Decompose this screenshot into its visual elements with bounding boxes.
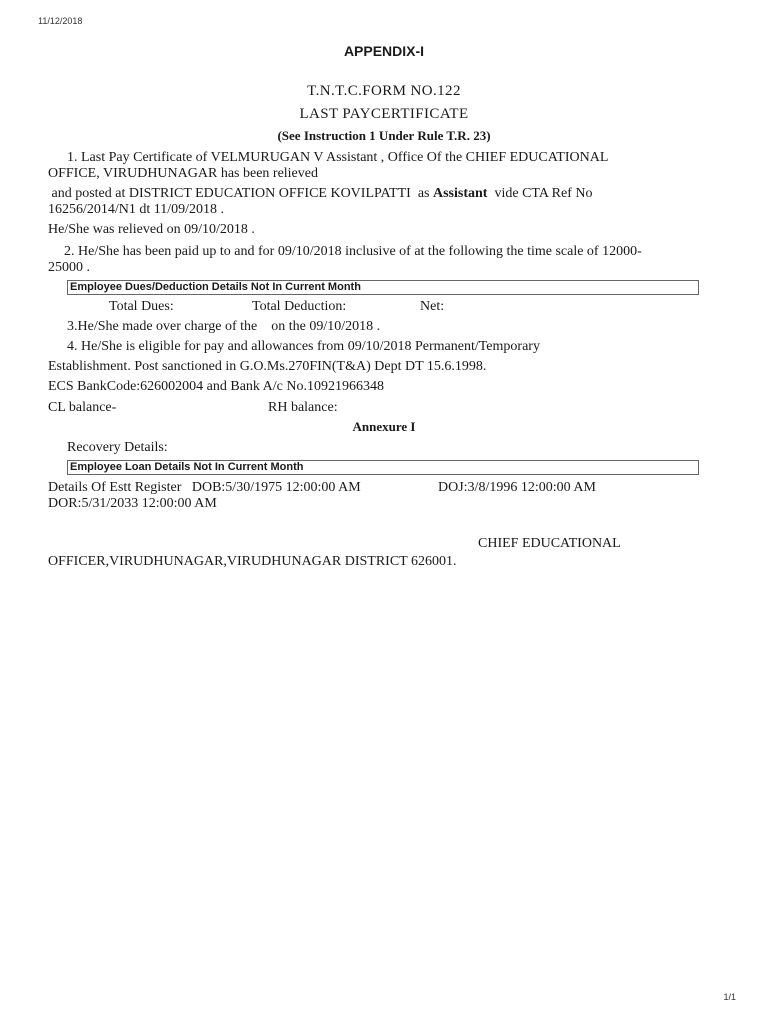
signatory-line2: OFFICER,VIRUDHUNAGAR,VIRUDHUNAGAR DISTRICT 626001. — [48, 554, 457, 569]
para1-line3 — [48, 186, 593, 202]
annexure-title: Annexure I — [352, 419, 416, 434]
loan-details-box: Employee Loan Details Not In Current Month — [67, 460, 699, 475]
appendix-heading: APPENDIX-I — [343, 43, 425, 59]
total-dues-label: Total Dues: — [109, 299, 174, 314]
net-label: Net: — [420, 299, 445, 314]
relieved-on: He/She was relieved on 09/10/2018 . — [48, 222, 255, 237]
print-date: 11/12/2018 — [38, 16, 83, 26]
estt-register-dor: DOR:5/31/2033 12:00:00 AM — [48, 496, 217, 511]
para2-line2: 25000 . — [48, 260, 90, 275]
certificate-title: LAST PAYCERTIFICATE — [299, 106, 469, 122]
page-number: 1/1 — [723, 992, 736, 1002]
para2-line1: 2. He/She has been paid up to and for 09/10/2018 inclusive of at the following the time scale of 12000- — [64, 244, 642, 259]
para4-line1: 4. He/She is eligible for pay and allowances from 09/10/2018 Permanent/Temporary — [67, 339, 540, 354]
estt-register-doj: DOJ:3/8/1996 12:00:00 AM — [438, 480, 596, 495]
estt-register-dob: Details Of Estt Register DOB:5/30/1975 12:00:00 AM — [48, 480, 361, 495]
para4-line2: Establishment. Post sanctioned in G.O.Ms.270FIN(T&A) Dept DT 15.6.1998. — [48, 359, 487, 374]
para1-line2: OFFICE, VIRUDHUNAGAR has been relieved — [48, 166, 318, 181]
para3: 3.He/She made over charge of the on the 09/10/2018 . — [67, 319, 381, 334]
recovery-details-label: Recovery Details: — [67, 440, 168, 455]
instruction-note: (See Instruction 1 Under Rule T.R. 23) — [277, 128, 491, 143]
para1-line1: 1. Last Pay Certificate of VELMURUGAN V Assistant , Office Of the CHIEF EDUCATIONAL — [67, 150, 609, 165]
total-deduction-label: Total Deduction: — [252, 299, 347, 314]
dues-deduction-box: Employee Dues/Deduction Details Not In Current Month — [67, 280, 699, 295]
rh-balance-label: RH balance: — [268, 400, 338, 415]
designation: Assistant — [433, 186, 488, 201]
cl-balance-label: CL balance- — [48, 400, 117, 415]
signatory-line1: CHIEF EDUCATIONAL — [478, 536, 621, 551]
para1-line3-prefix: and posted at DISTRICT EDUCATION OFFICE KOVILPATTI as — [48, 186, 433, 201]
para1-line4: 16256/2014/N1 dt 11/09/2018 . — [48, 202, 225, 217]
form-number: T.N.T.C.FORM NO.122 — [307, 83, 461, 99]
ecs-bank-line: ECS BankCode:626002004 and Bank A/c No.10921966348 — [48, 379, 384, 394]
para1-line3-suffix: vide CTA Ref No — [487, 186, 593, 201]
